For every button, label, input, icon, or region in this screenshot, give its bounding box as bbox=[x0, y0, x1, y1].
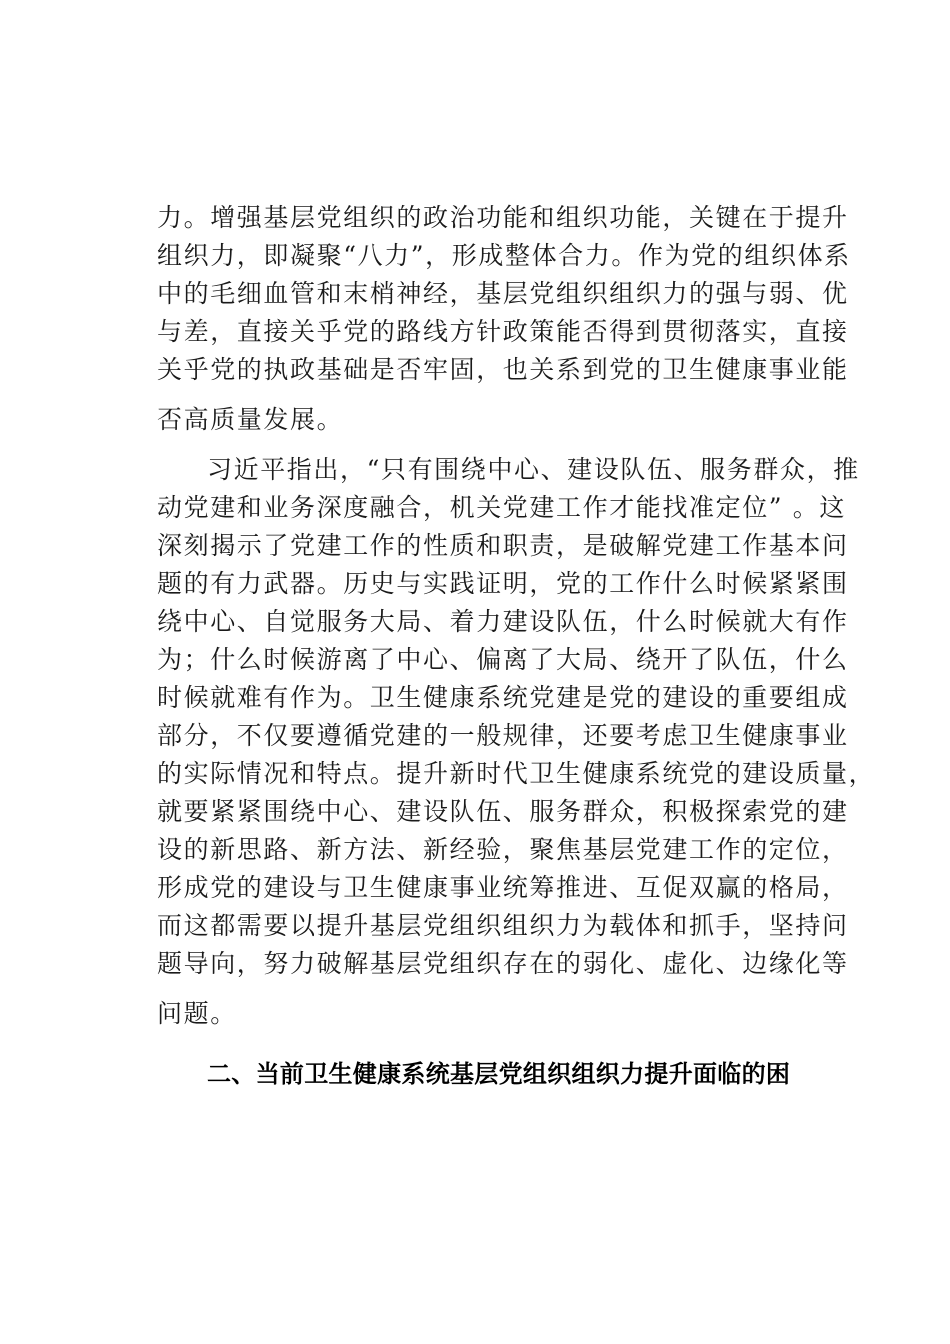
text-line: 力。增强基层党组织的政治功能和组织功能，关键在于提升 bbox=[157, 203, 849, 232]
text-line: 题导向，努力破解基层党组织存在的弱化、虚化、边缘化等 bbox=[157, 949, 849, 978]
text-line: 深刻揭示了党建工作的性质和职责，是破解党建工作基本问 bbox=[157, 531, 849, 560]
text-line: 与差，直接关乎党的路线方针政策能否得到贯彻落实，直接 bbox=[157, 317, 849, 346]
text-line: 中的毛细血管和末梢神经，基层党组织组织力的强与弱、优 bbox=[157, 279, 849, 308]
text-line: 的实际情况和特点。提升新时代卫生健康系统党的建设质量， bbox=[157, 759, 876, 788]
text-line: 动党建和业务深度融合，机关党建工作才能找准定位” 。这 bbox=[157, 493, 846, 522]
section-heading: 二、当前卫生健康系统基层党组织组织力提升面临的困 bbox=[207, 1060, 791, 1088]
text-line: 问题。 bbox=[157, 999, 237, 1028]
text-line: 组织力，即凝聚“八力”，形成整体合力。作为党的组织体系 bbox=[157, 241, 851, 270]
paragraph-quote bbox=[157, 451, 876, 1033]
text-line: 关乎党的执政基础是否牢固，也关系到党的卫生健康事业能 bbox=[157, 355, 849, 384]
text-line: 为；什么时候游离了中心、偏离了大局、绕开了队伍，什么 bbox=[157, 645, 849, 674]
text-line: 设的新思路、新方法、新经验，聚焦基层党建工作的定位， bbox=[157, 835, 849, 864]
paragraph-continuation bbox=[157, 199, 851, 439]
text-line: 就要紧紧围绕中心、建设队伍、服务群众，积极探索党的建 bbox=[157, 797, 849, 826]
text-line: 部分，不仅要遵循党建的一般规律，还要考虑卫生健康事业 bbox=[157, 721, 849, 750]
text-line: 习近平指出，“只有围绕中心、建设队伍、服务群众，推 bbox=[207, 455, 860, 484]
text-line: 时候就难有作为。卫生健康系统党建是党的建设的重要组成 bbox=[157, 683, 849, 712]
text-line: 而这都需要以提升基层党组织组织力为载体和抓手，坚持问 bbox=[157, 911, 849, 940]
text-line: 形成党的建设与卫生健康事业统筹推进、互促双赢的格局， bbox=[157, 873, 849, 902]
text-line: 绕中心、自觉服务大局、着力建设队伍，什么时候就大有作 bbox=[157, 607, 849, 636]
text-line: 否高质量发展。 bbox=[157, 405, 344, 434]
text-line: 题的有力武器。历史与实践证明，党的工作什么时候紧紧围 bbox=[157, 569, 849, 598]
